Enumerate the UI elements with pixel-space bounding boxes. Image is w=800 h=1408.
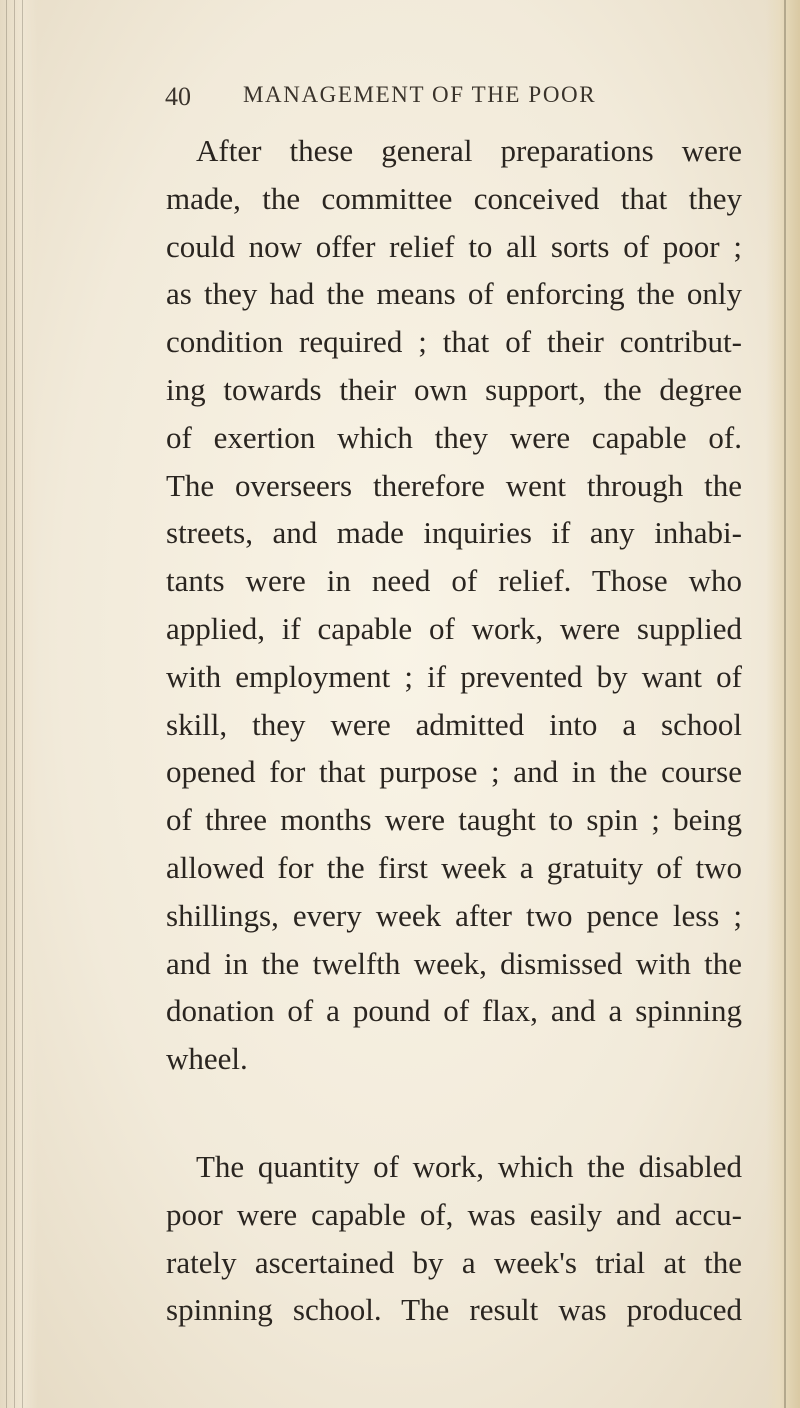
text-line: condition required ; that of their contribut- [166,324,742,360]
text-line: donation of a pound of flax, and a spinning [166,993,742,1029]
page-edge-line [784,0,786,1408]
text-line: streets, and made inquiries if any inhabi- [166,515,742,551]
gutter-line [22,0,23,1408]
text-line: could now offer relief to all sorts of poor ; [166,228,742,264]
text-line: shillings, every week after two pence less ; [166,897,742,933]
text-line: poor were capable of, was easily and accu- [166,1196,742,1232]
body-text [166,127,742,1334]
text-line: allowed for the first week a gratuity of two [166,849,742,885]
text-line: The overseers therefore went through the [166,467,742,503]
text-line: rately ascertained by a week's trial at the [166,1244,742,1280]
text-line: The quantity of work, which the disabled [196,1148,742,1184]
text-line: spinning school. The result was produced [166,1292,742,1328]
text-line: ing towards their own support, the degree [166,371,742,407]
gutter-line [14,0,15,1408]
page-number: 40 [165,82,191,111]
running-head: MANAGEMENT OF THE POOR [243,82,597,107]
text-line: opened for that purpose ; and in the course [166,754,742,790]
text-line: of three months were taught to spin ; being [166,802,742,838]
page-header [165,82,725,122]
text-line: applied, if capable of work, were supplied [166,610,742,646]
text-line: tants were in need of relief. Those who [166,563,742,599]
text-line: and in the twelfth week, dismissed with the [166,945,742,981]
text-line: with employment ; if prevented by want of [166,658,742,694]
text-line: After these general preparations were [196,133,742,168]
text-line: as they had the means of enforcing the only [166,276,742,312]
paragraph-1 [166,127,742,1083]
text-line: made, the committee conceived that they [166,180,742,216]
paragraph-2 [166,1143,742,1334]
page-edge [766,0,800,1408]
gutter-line [6,0,7,1408]
text-line: skill, they were admitted into a school [166,706,742,742]
paragraph-gap [166,1083,742,1143]
text-line: wheel. [166,1041,248,1077]
text-line: of exertion which they were capable of. [166,419,742,455]
